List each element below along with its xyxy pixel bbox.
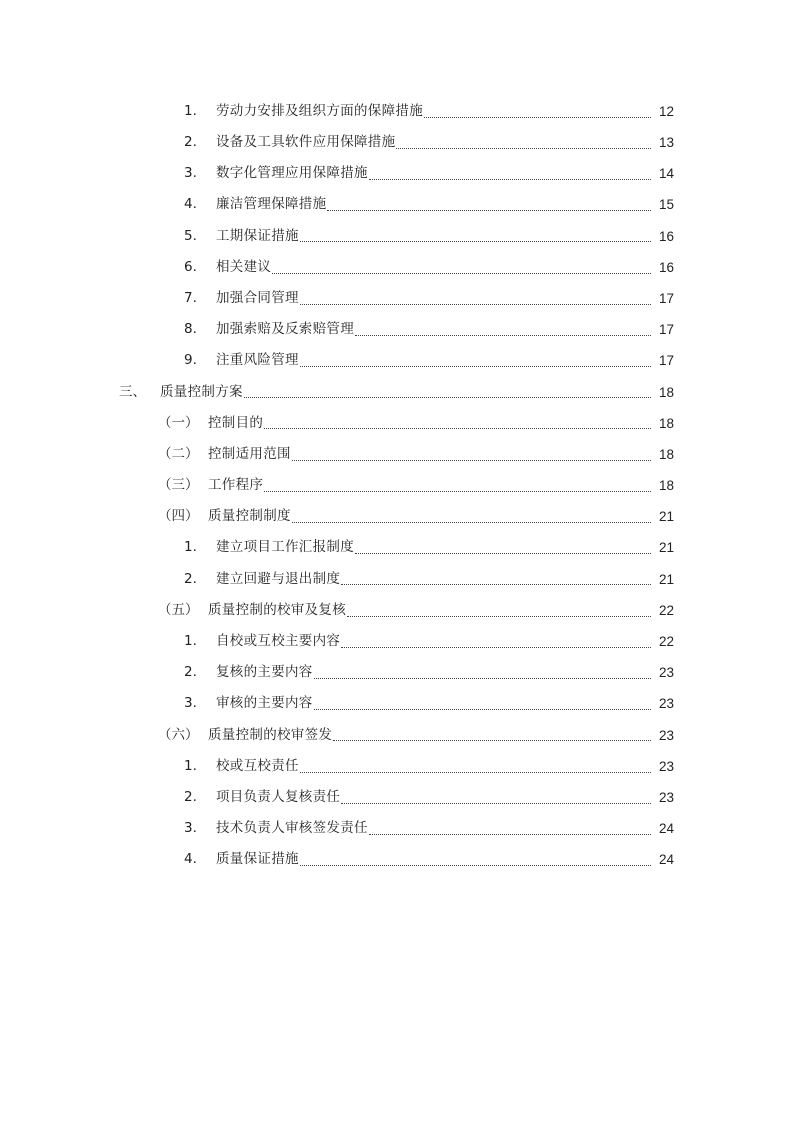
- toc-entry-number: 5.: [184, 227, 197, 244]
- toc-entry-page-number: 21: [658, 540, 674, 556]
- toc-entry-page-number: 23: [658, 727, 674, 743]
- toc-entry-title: 控制适用范围: [208, 445, 291, 462]
- toc-entry-title: 廉洁管理保障措施: [216, 196, 327, 213]
- toc-entry-number: 1.: [184, 539, 197, 556]
- toc-entry-number: 2.: [184, 788, 197, 805]
- toc-dot-leader: [292, 459, 651, 461]
- toc-dot-leader: [424, 116, 651, 118]
- toc-entry-page-number: 24: [658, 821, 674, 837]
- toc-entry-number: （四）: [158, 508, 199, 525]
- toc-entry-number: 8.: [184, 321, 197, 338]
- toc-entry[interactable]: [0, 751, 793, 782]
- toc-entry-title: 质量控制制度: [208, 508, 291, 525]
- toc-entry[interactable]: [0, 782, 793, 813]
- toc-entry-number: 1.: [184, 102, 197, 119]
- toc-entry-number: 2.: [184, 570, 197, 587]
- toc-entry-page-number: 17: [658, 290, 674, 306]
- toc-entry-number: 9.: [184, 352, 197, 369]
- toc-dot-leader: [396, 147, 651, 149]
- toc-entry-title: 注重风险管理: [216, 352, 299, 369]
- toc-entry-number: 3.: [184, 695, 197, 712]
- toc-dot-leader: [264, 427, 651, 429]
- toc-entry[interactable]: [0, 720, 793, 751]
- toc-entry-title: 复核的主要内容: [216, 664, 313, 681]
- toc-entry-number: 三、: [119, 383, 146, 400]
- toc-entry-number: （一）: [158, 414, 199, 431]
- toc-dot-leader: [369, 178, 651, 180]
- toc-entry[interactable]: [0, 408, 793, 439]
- toc-entry[interactable]: [0, 813, 793, 844]
- toc-dot-leader: [333, 739, 651, 741]
- toc-dot-leader: [292, 521, 651, 523]
- toc-entry-number: 1.: [184, 757, 197, 774]
- toc-entry[interactable]: [0, 439, 793, 470]
- toc-dot-leader: [300, 240, 651, 242]
- toc-entry-title: 审核的主要内容: [216, 695, 313, 712]
- toc-entry-title: 质量控制的校审及复核: [208, 601, 346, 618]
- toc-entry-page-number: 21: [658, 509, 674, 525]
- table-of-contents: [0, 96, 793, 876]
- toc-entry-page-number: 18: [658, 478, 674, 494]
- toc-entry-title: 质量控制的校审签发: [208, 726, 333, 743]
- toc-dot-leader: [369, 833, 651, 835]
- toc-entry-page-number: 14: [658, 166, 674, 182]
- toc-entry[interactable]: [0, 283, 793, 314]
- toc-entry-number: （二）: [158, 445, 199, 462]
- toc-entry-title: 建立项目工作汇报制度: [216, 539, 354, 556]
- toc-entry-page-number: 12: [658, 103, 674, 119]
- toc-entry-page-number: 15: [658, 197, 674, 213]
- toc-entry[interactable]: [0, 221, 793, 252]
- toc-entry-page-number: 17: [658, 322, 674, 338]
- toc-entry-page-number: 16: [658, 259, 674, 275]
- toc-entry[interactable]: [0, 96, 793, 127]
- toc-entry-page-number: 22: [658, 602, 674, 618]
- toc-entry-number: 7.: [184, 289, 197, 306]
- toc-entry[interactable]: [0, 626, 793, 657]
- toc-entry[interactable]: [0, 377, 793, 408]
- toc-entry[interactable]: [0, 564, 793, 595]
- toc-entry-page-number: 13: [658, 135, 674, 151]
- toc-entry-number: 1.: [184, 633, 197, 650]
- toc-entry-title: 质量控制方案: [160, 383, 243, 400]
- toc-dot-leader: [341, 646, 651, 648]
- toc-entry-page-number: 17: [658, 353, 674, 369]
- toc-entry-number: （三）: [158, 477, 199, 494]
- toc-dot-leader: [341, 583, 651, 585]
- toc-entry-title: 工期保证措施: [216, 227, 299, 244]
- toc-entry-number: 6.: [184, 258, 197, 275]
- toc-entry-title: 加强合同管理: [216, 289, 299, 306]
- toc-dot-leader: [272, 272, 651, 274]
- toc-dot-leader: [355, 552, 651, 554]
- toc-entry-title: 数字化管理应用保障措施: [216, 165, 368, 182]
- toc-entry-title: 质量保证措施: [216, 851, 299, 868]
- toc-entry[interactable]: [0, 657, 793, 688]
- toc-entry[interactable]: [0, 595, 793, 626]
- toc-entry-page-number: 23: [658, 789, 674, 805]
- toc-entry-page-number: 18: [658, 415, 674, 431]
- toc-dot-leader: [300, 771, 651, 773]
- toc-entry-title: 控制目的: [208, 414, 264, 431]
- toc-dot-leader: [264, 490, 651, 492]
- toc-entry-number: 3.: [184, 165, 197, 182]
- toc-entry-title: 技术负责人审核签发责任: [216, 820, 368, 837]
- toc-entry-page-number: 22: [658, 634, 674, 650]
- toc-entry-title: 相关建议: [216, 258, 272, 275]
- toc-entry-page-number: 21: [658, 571, 674, 587]
- toc-entry-title: 自校或互校主要内容: [216, 633, 341, 650]
- toc-entry-number: 3.: [184, 820, 197, 837]
- toc-entry-page-number: 18: [658, 384, 674, 400]
- toc-entry-page-number: 23: [658, 696, 674, 712]
- toc-entry[interactable]: [0, 845, 793, 876]
- toc-dot-leader: [355, 334, 651, 336]
- toc-dot-leader: [244, 396, 651, 398]
- toc-entry[interactable]: [0, 689, 793, 720]
- toc-entry-title: 劳动力安排及组织方面的保障措施: [216, 102, 423, 119]
- toc-entry-page-number: 16: [658, 228, 674, 244]
- toc-entry-number: （五）: [158, 601, 199, 618]
- toc-entry[interactable]: [0, 470, 793, 501]
- toc-entry-page-number: 23: [658, 665, 674, 681]
- toc-entry-title: 项目负责人复核责任: [216, 788, 341, 805]
- toc-dot-leader: [300, 864, 651, 866]
- toc-dot-leader: [327, 209, 651, 211]
- toc-entry[interactable]: [0, 314, 793, 345]
- toc-entry[interactable]: [0, 190, 793, 221]
- toc-entry-number: 4.: [184, 851, 197, 868]
- toc-entry-number: 4.: [184, 196, 197, 213]
- toc-entry[interactable]: [0, 252, 793, 283]
- toc-entry-number: 2.: [184, 134, 197, 151]
- toc-entry-page-number: 23: [658, 758, 674, 774]
- toc-entry[interactable]: [0, 501, 793, 532]
- toc-dot-leader: [341, 802, 651, 804]
- toc-entry-title: 设备及工具软件应用保障措施: [216, 134, 396, 151]
- toc-entry[interactable]: [0, 533, 793, 564]
- toc-entry-title: 加强索赔及反索赔管理: [216, 321, 354, 338]
- toc-entry-page-number: 18: [658, 446, 674, 462]
- toc-entry-number: （六）: [158, 726, 199, 743]
- toc-entry-page-number: 24: [658, 852, 674, 868]
- toc-dot-leader: [347, 615, 651, 617]
- toc-entry-title: 工作程序: [208, 477, 264, 494]
- toc-dot-leader: [314, 677, 651, 679]
- toc-entry-number: 2.: [184, 664, 197, 681]
- toc-entry[interactable]: [0, 346, 793, 377]
- toc-dot-leader: [300, 303, 651, 305]
- toc-entry-title: 建立回避与退出制度: [216, 570, 341, 587]
- toc-entry[interactable]: [0, 158, 793, 189]
- toc-entry[interactable]: [0, 127, 793, 158]
- toc-entry-title: 校或互校责任: [216, 757, 299, 774]
- toc-dot-leader: [314, 708, 651, 710]
- toc-dot-leader: [300, 365, 651, 367]
